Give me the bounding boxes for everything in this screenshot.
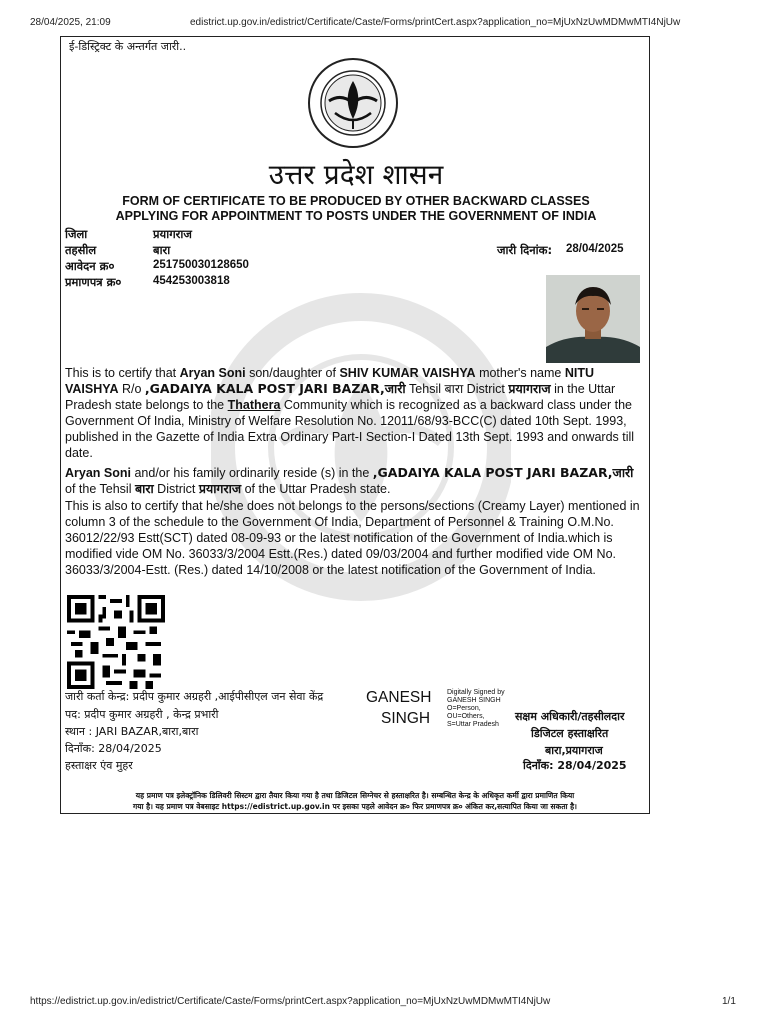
government-title: उत्तर प्रदेश शासन: [268, 158, 444, 191]
certificate-paragraph-1: This is to certify that Aryan Soni son/daughter of SHIV KUMAR VAISHYA mother's name NITU VAISHYA R/o ,GADAIYA KALA POST JARI BAZAR,जारी Tehsil बारा District प्रयागराज in the Uttar Pradesh state belongs to the Thathera Community which is recognized as a backward class under the Government Of India, Ministry of Welfare Resolution No. 12011/68/93-BCC(C) dated 10th Sept. 1993, published in the Gazette of India Extra Ordinary Part-I Section-I Dated 13th Sept. 1993 and onwards till date.: [65, 366, 635, 460]
competent-officer: सक्षम अधिकारी/तहसीलदार: [515, 710, 625, 723]
digital-sign-name-1: GANESH: [366, 689, 432, 706]
issuing-centre: जारी कर्ता केन्द्र: प्रदीप कुमार अग्रहरी ,आईपीसीएल जन सेवा केंद्र: [65, 690, 324, 703]
print-footer-url: https://edistrict.up.gov.in/edistrict/Certificate/Caste/Forms/printCert.aspx?application_no=MjUxNzUwMDMwMTI4NjUw: [30, 996, 551, 1007]
tehsil-value: बारा: [153, 243, 171, 257]
digital-sign-detail: Digitally Signed by GANESH SINGH O=Person, OU=Others, S=Uttar Pradesh: [447, 689, 505, 728]
certificate-paragraph-3: This is also to certify that he/she does not belongs to the persons/sections (Creamy Layer) mentioned in column 3 of the schedule to the Government Of India, Department of Personnel & Training O.M.No. 36012/22/93 Estt(SCT) dated 08-09-93 or the latest notification of the Government of India.which is modified vide OM No. 36033/3/2004 Estt.(Res.) dated 09/03/2004 and further modified vide OM No. 36033/3/2004-Estt. (Res.) dated 14/10/2008 or the latest notification of the Government of India.: [65, 499, 640, 577]
issue-date-value: 28/04/2025: [566, 243, 624, 255]
issue-date-label: जारी दिनांक:: [497, 243, 553, 257]
print-page-number: 1/1: [722, 996, 736, 1007]
certificate-value: 454253003818: [153, 275, 230, 287]
verification-note: यह प्रमाण पत्र इलेक्ट्रॉनिक डिलिवरी सिस्टम द्वारा तैयार किया गया है तथा डिजिटल सिग्नेचर से हस्ताक्षरित है। सम्बन्धित केन्द्र के अधिकृत कर्मी द्वारा प्रमाणित किया गया है। यह प्रमाण पत्र वेबसाइट https://edistrict.up.gov.in पर इसका पहले आवेदन क्र० फिर प्रमाणपत्र क्र० अंकित कर,सत्यापित किया जा सकता है।: [133, 791, 577, 811]
officer-date: दिनाँक: 28/04/2025: [523, 759, 627, 772]
qr-code-icon: [67, 595, 165, 689]
district-label: जिला: [65, 227, 88, 241]
print-url: edistrict.up.gov.in/edistrict/Certificate/Caste/Forms/printCert.aspx?application_no=MjUxNzUwMDMwMTI4NjUw: [190, 17, 681, 28]
district-value: प्रयागराज: [153, 227, 192, 241]
digital-sign-name-2: SINGH: [381, 710, 431, 727]
tehsil-label: तहसील: [65, 243, 97, 257]
form-title-line2: APPLYING FOR APPOINTMENT TO POSTS UNDER THE GOVERNMENT OF INDIA: [115, 209, 597, 223]
officer-place: बारा,प्रयागराज: [545, 744, 603, 757]
issuer-date: दिनाँक: 28/04/2025: [65, 742, 162, 755]
print-datetime: 28/04/2025, 21:09: [30, 17, 111, 28]
issued-under-text: ई-डिस्ट्रिक्ट के अन्तर्गत जारी..: [69, 40, 187, 53]
applicant-photo-icon: [546, 275, 640, 363]
certificate-frame: [60, 36, 650, 814]
digitally-signed-label: डिजिटल हस्ताक्षरित: [531, 727, 609, 740]
up-government-emblem-icon: [307, 57, 399, 149]
certificate-label: प्रमाणपत्र क्र०: [65, 275, 122, 289]
application-value: 251750030128650: [153, 259, 249, 271]
form-title-line1: FORM OF CERTIFICATE TO BE PRODUCED BY OTHER BACKWARD CLASSES: [122, 194, 590, 208]
issuer-place: स्थान : JARI BAZAR,बारा,बारा: [65, 725, 199, 738]
application-label: आवेदन क्र०: [65, 259, 115, 273]
certificate-paragraph-2: Aryan Soni and/or his family ordinarily reside (s) in the ,GADAIYA KALA POST JARI BAZAR,जारी of the Tehsil बारा District प्रयागराज of the Uttar Pradesh state.: [65, 465, 634, 496]
signature-seal-label: हस्ताक्षर एंव मुहर: [65, 759, 133, 772]
issuer-post: पद: प्रदीप कुमार अग्रहरी , केन्द्र प्रभारी: [65, 708, 219, 721]
